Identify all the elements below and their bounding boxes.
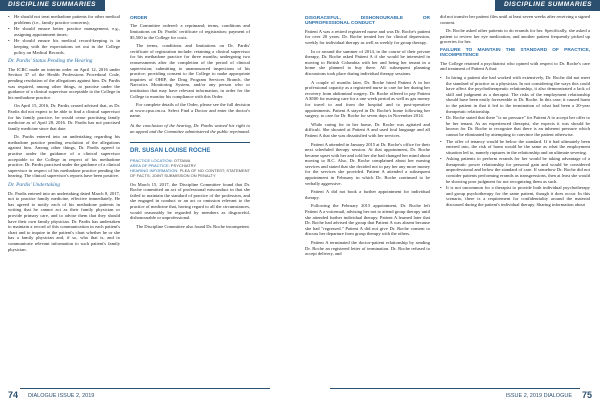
paragraph: Patient A terminated the doctor-patient relationship by sending Dr. Roche an registered letter of termination. Dr. Roche refused to accept delivery, and (305, 240, 430, 257)
page-number-left: 74 (8, 390, 19, 400)
paragraph: Patient A was a retired registered nurse and was Dr. Roche's patient for over 20 years. Dr. Roche treated her for clinical depression, weekly for individual therapy as well as weekly for group therapy. (305, 28, 430, 45)
divider (130, 142, 250, 143)
footer-publication-right: ISSUE 2, 2019 DIALOGUE (505, 393, 572, 399)
bullet-list (440, 75, 590, 208)
list-item: • He should ensure his medical record-keeping is in keeping with the expectations set out in the College policy on Medical Records. (8, 38, 120, 55)
paragraph: The terms, conditions and limitations on Dr. Pardis' certificate of registration include: retaining a clinical supervisor for his methadone practice for three months; undergoing two reassessments after the completion of the period of clinical supervision; submitting to unannounced inspections of his practice; providing consent to the College to make appropriate inquiries of OHIP, the Drug Program Services Branch, the Narcotics Monitoring System, and/or any person who or institution that may have relevant information, in order for the College to monitor his compliance with this Order. (130, 43, 250, 99)
meta-hearing-information: HEARING INFORMATION: PLEA OF NO CONTEST; STATEMENT OF FACTS; JOINT SUBMISSION ON PENALTY (130, 167, 250, 178)
column-1 (8, 14, 120, 255)
footer-rule-right (330, 388, 580, 389)
paragraph: Dr. Pardis entered into an undertaking dated March 8, 2017, not to practise family medicine, effective immediately. He has agreed to notify each of his methadone patients in writing that he cannot act as their family physician or provide primary care, and to advise them that they should have their own family physician. Dr. Pardis has undertaken to maintain a record of this communication in each patient's chart and to inquire in the patient's chart whether he or she has a family physician and, if so, who that is, and to communicate relevant information to such patient's family physician. (8, 190, 120, 252)
page-number-right: 75 (581, 390, 592, 400)
paragraph: Patient A did not book a further appointment for individual therapy. (305, 189, 430, 200)
section-heading: DISGRACEFUL, DISHONOURABLE OR UNPROFESSIONAL CONDUCT (305, 16, 430, 27)
paragraph: In or around the summer of 2014, in the course of their private therapy, Dr. Roche asked Patient A if she would be interested in moving to British Columbia with her and being her tenant in a home she planned to buy there. All subsequent planning discussions took place during individual therapy sessions. (305, 48, 430, 76)
paragraph: Following the February 2015 appointment, Dr. Roche left Patient A a voicemail, advising her not to attend group therapy until she attended further individual therapy. Patient A learned later that Dr. Roche had advised the group that Patient A was absent because she had "regressed." Patient A did not give Dr. Roche consent to discuss her departure from group therapy with the others. (305, 203, 430, 237)
italic-note: At the conclusion of the hearing, Dr. Pardis waived his right to an appeal and the Committee administered the public reprimand. (130, 122, 250, 134)
list-item: • It is not uncommon for a therapist to provide both individual psychotherapy and group psychotherapy for the same patient, though it does occur. In this scenario, there is a requirement for confidentiality around the material discussed during the patient's individual therapy. Sharing information about (440, 185, 590, 207)
paragraph: While caring for in her home, Dr. Roche was agitated and difficult. She shouted at Patient A and used foul language and all Patient A that she was dissatisfied with her services. (305, 121, 430, 138)
paragraph: For complete details of the Order, please see the full decision at www.cpso.on.ca. Select Find a Doctor and enter the doctor's name. (130, 102, 250, 119)
paragraph: On March 15, 2017, the Discipline Committee found that Dr. Roche committed an act of professional misconduct in that she failed to maintain the standard of practice of the profession, and she engaged in conduct or an act or omission relevant to the practice of medicine that, having regard to all the circumstances, would reasonably be regarded by members as disgraceful, dishonourable or unprofessional. (130, 181, 250, 221)
meta-area-of-practice: AREA OF PRACTICE: PSYCHIATRY (130, 162, 197, 168)
paragraph: On April 15, 2016, Dr. Pardis ceased advised that, as Dr. Pardis did not expect to be able to find a clinical supervisor for his family practice, he would cease practising family medicine as of April 28, 2016. Dr. Pardis has not practised family medicine since that date. (8, 103, 120, 131)
column-4 (440, 14, 590, 211)
section-label-left: DISCIPLINE SUMMARIES (8, 1, 97, 8)
footer-rule-left (20, 388, 270, 389)
paragraph: A couple of months later, Dr. Roche hired Patient A in her professional capacity as a registered nurse to care for her during her recovery from abdominal surgery. Dr. Roche offered to pay Patient A $500 for nursing care for a one week period as well as gas money for travel to and from the hospital and to post-operative appointments. Patient A stayed in Dr. Roche's home following her surgery, to care for Dr. Roche for seven days in November 2014. (305, 79, 430, 119)
subheading: Dr. Pardis' Status Pending the Hearing (8, 58, 93, 65)
subheading: Dr. Pardis' Undertaking (8, 182, 61, 189)
paragraph: The ICRC made an interim order on April 12, 2016 under Section 37 of the Health Professions Procedural Code, pending resolution of the allegations against him. Dr. Pardis was required, among other things, to practise under the guidance of a clinical supervisor acceptable to the College in his methadone practice. (8, 66, 120, 100)
paragraph: Dr. Pardis entered into an undertaking regarding his methadone practice pending resolution of the allegations against him. Among other things, Dr. Pardis agreed to practise under the guidance of a clinical supervisor acceptable to the College in respect of his methadone practice. Dr. Pardis practised under the guidance of a clinical supervisor in respect of his methadone practice pending the hearing. The clinical supervisor's reports have been positive. (8, 134, 120, 179)
list-item: • He should not treat methadone patients for other medical problems (i.e., family practice concerns); (8, 14, 120, 25)
paragraph: The Discipline Committee also found Dr. Roche incompetent. (136, 223, 250, 229)
column-3 (305, 14, 430, 260)
list-item: • Dr. Roche stated that there "is no pressure" for Patient A to accept her offer to be her tenant. As an experienced therapist, she expects it was should be known for Dr. Roche to recognize that there is an inherent pressure which cannot be eliminated by attempting to convince the patient otherwise. (440, 115, 590, 137)
paragraph: Dr. Roche asked other patients to do errands for her. Specifically, she asked a patient to review her eye medication, and another patient frequently picked up groceries for her. (440, 28, 590, 45)
list-item: • He should ensure better practice management, e.g., assigning appointment times; (8, 26, 120, 37)
paragraph: The Committee ordered: a reprimand; terms, conditions and limitations on Dr. Pardis' certificate of registration; payment of $5,500 to the College for costs. (130, 23, 250, 40)
section-heading: FAILURE TO MAINTAIN THE STANDARD OF PRACTICE, INCOMPETENCE (440, 47, 590, 59)
section-label-right: DISCIPLINE SUMMARIES (503, 1, 592, 8)
list-item: • The offer of tenancy would be below the standard. If it had ultimately been entered into, the risk of harm would be the same as what the employment situation led to, namely ruptures in the relationship and an ultimate severing. (440, 139, 590, 156)
list-item: • Asking patients to perform errands for her would be taking advantage of a therapeutic power relationship for personal gain and would be considered unprofessional and below the standard of care. If somehow Dr. Roche did not consider patients performing errands as transgressions, then at least she would be showing poor judgment for not recognizing them as such. (440, 156, 590, 184)
paragraph: The College retained a psychiatrist who opined with respect to Dr. Roche's care and treatment of Patient A that: (440, 60, 590, 72)
bullet-list (8, 14, 120, 55)
paragraph: did not transfer her patient files until at least seven weeks after receiving a signed consent. (440, 14, 590, 25)
footer-publication-left: DIALOGUE ISSUE 2, 2019 (28, 393, 95, 399)
column-2 (130, 14, 250, 232)
section-heading: ORDER (130, 16, 148, 21)
physician-name: DR. SUSAN LOUISE ROCHE (130, 148, 211, 155)
list-item: • In hiring a patient she had worked with extensively, Dr. Roche did not meet the standard of practice as a physician. In not considering the ways this could have affect the psychotherapeutic relationship, it also demonstrated a lack of skill and judgment as a therapist. The risks of the employment relationship should have been easily foreseeable to Dr. Roche. In this case, it caused harm to the patient in that it led to the termination of what had been a 20-year therapeutic relationship. (440, 75, 590, 114)
paragraph: Patient A attended in January 2015 at Dr. Roche's office for their next scheduled therapy session. At that appointment, Dr. Roche became upset with her and told her she had changed her mind about moving to B.C. Also, Dr. Roche complained about her nursing services and stated that she decided not to pay her any more money for the services she provided. Patient A attended a subsequent appointment in February in which Dr. Roche continued to be verbally aggressive. (305, 141, 430, 186)
meta-practice-location: PRACTICE LOCATION: OTTAWA (130, 157, 191, 163)
